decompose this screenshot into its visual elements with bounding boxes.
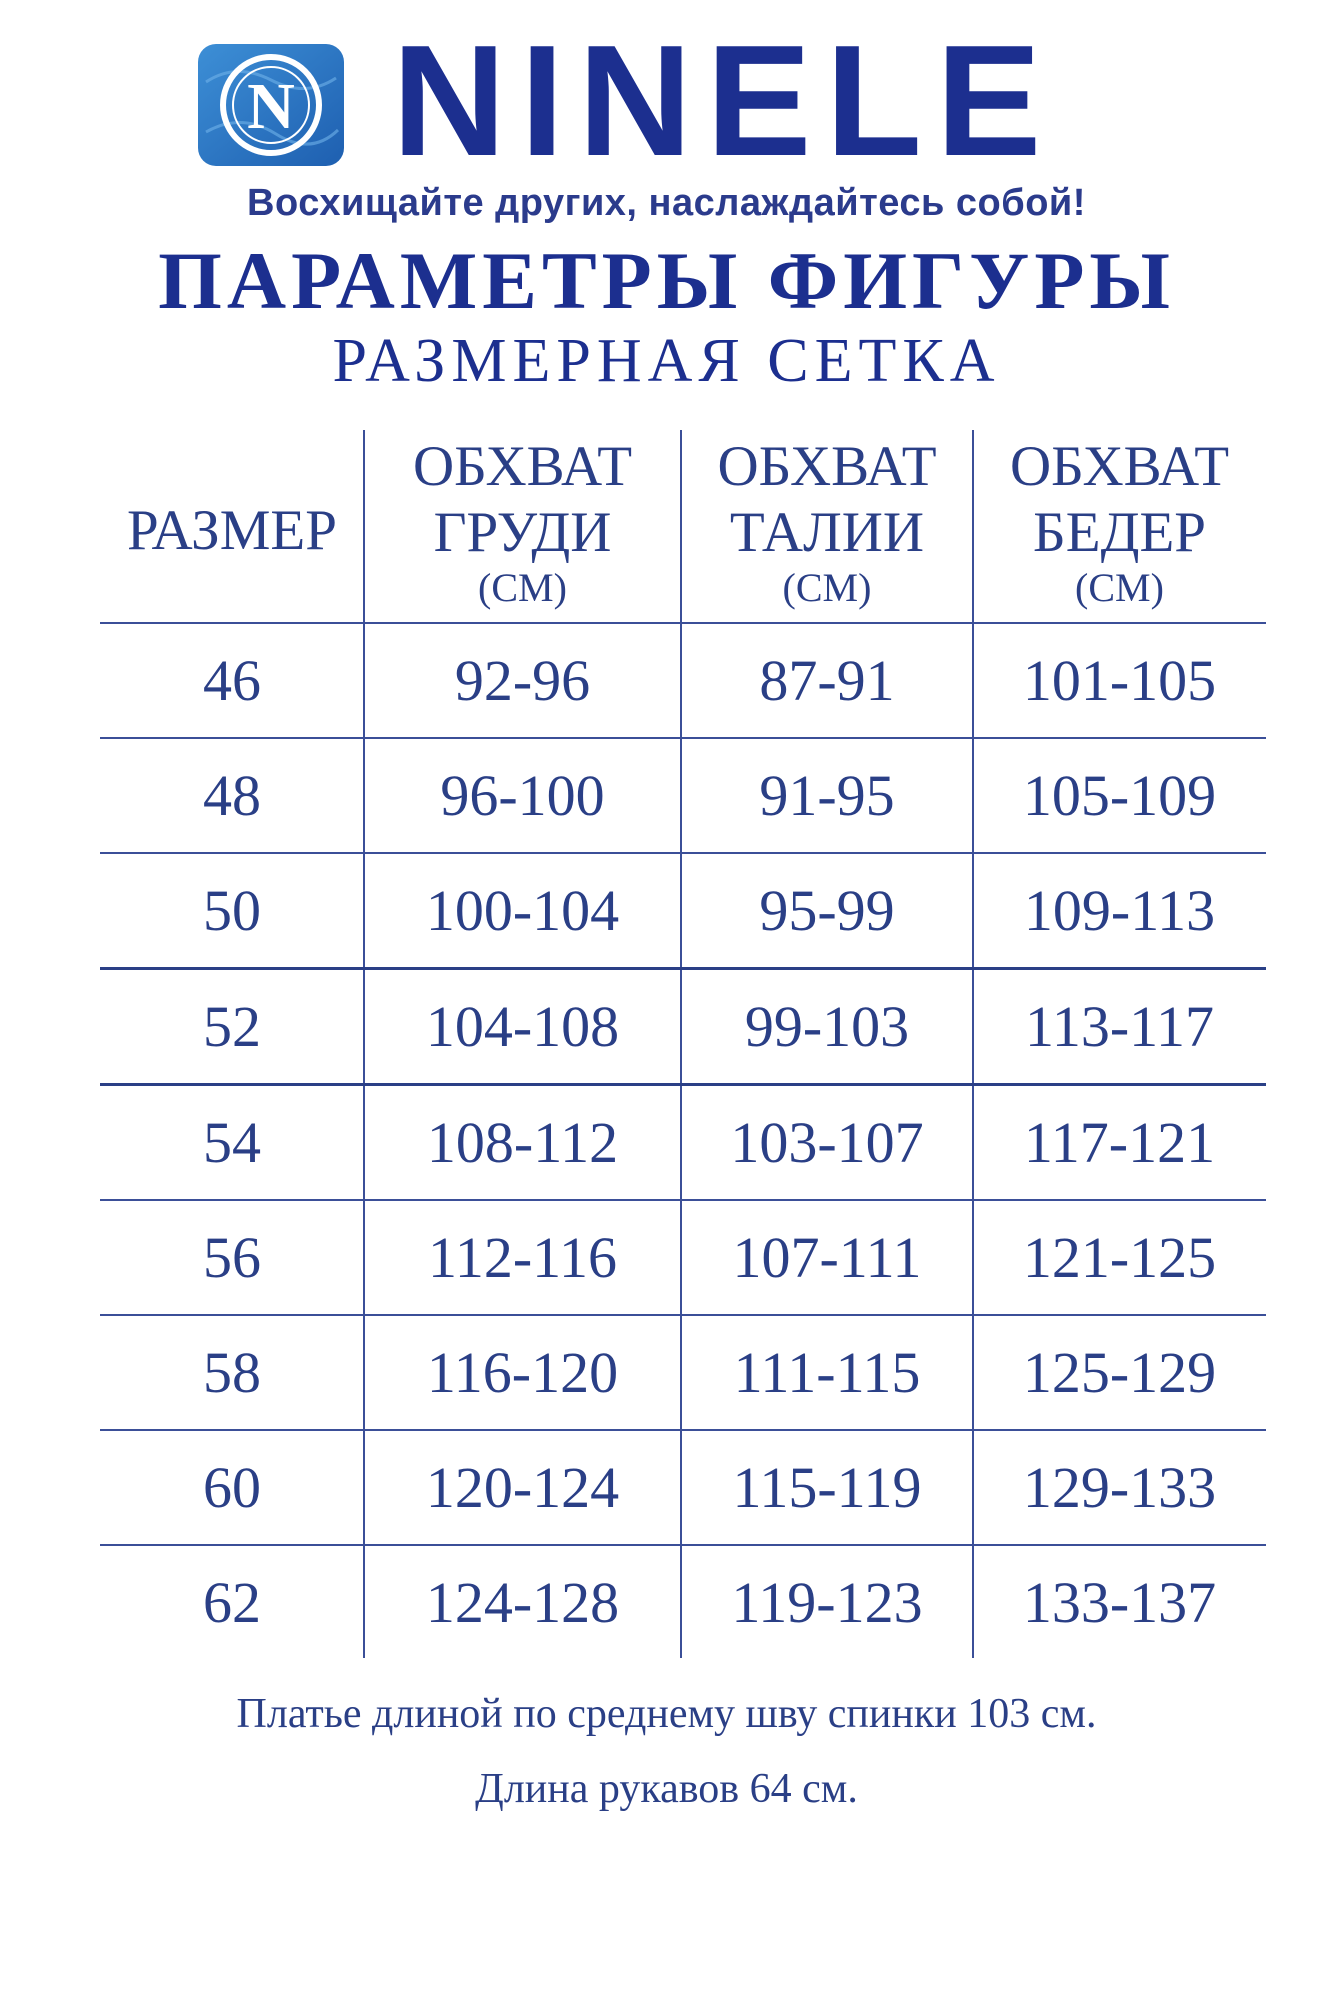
chest-cell: 92-96 [454, 648, 591, 713]
header-hips: ОБХВАТ БЕДЕР (СМ) [1009, 435, 1230, 610]
table-header-row [100, 430, 1266, 624]
svg-text:N: N [247, 70, 295, 143]
size-cell: 54 [203, 1110, 261, 1175]
table-row [100, 624, 1266, 739]
waist-cell: 119-123 [731, 1570, 923, 1635]
table-row [100, 1431, 1266, 1546]
header-chest: ОБХВАТ ГРУДИ (СМ) [412, 435, 633, 610]
dress-length-note: Платье длиной по среднему шву спинки 103 см. [236, 1691, 1097, 1737]
table-row [100, 1316, 1266, 1431]
hips-cell: 105-109 [1022, 763, 1217, 828]
size-cell: 50 [203, 878, 261, 943]
header-waist: ОБХВАТ ТАЛИИ (СМ) [717, 435, 937, 610]
size-cell: 58 [203, 1340, 261, 1405]
hips-cell: 125-129 [1022, 1340, 1217, 1405]
hips-cell: 109-113 [1023, 878, 1216, 943]
chest-cell: 96-100 [440, 763, 605, 828]
waist-cell: 111-115 [733, 1340, 921, 1405]
chest-cell: 100-104 [425, 878, 620, 943]
size-cell: 52 [203, 994, 261, 1059]
size-cell: 48 [203, 763, 261, 828]
table-row [100, 739, 1266, 854]
size-cell: 56 [203, 1225, 261, 1290]
chest-cell: 112-116 [427, 1225, 617, 1290]
hips-cell: 113-117 [1024, 994, 1214, 1059]
chest-cell: 108-112 [426, 1110, 619, 1175]
chest-cell: 124-128 [425, 1570, 620, 1635]
header-size: РАЗМЕР [127, 499, 337, 562]
hips-cell: 133-137 [1022, 1570, 1217, 1635]
waist-cell: 107-111 [732, 1225, 922, 1290]
page-title: ПАРАМЕТРЫ ФИГУРЫ [158, 235, 1175, 326]
waist-cell: 115-119 [732, 1455, 922, 1520]
sleeve-length-note: Длина рукавов 64 см. [475, 1766, 858, 1812]
waist-cell: 99-103 [744, 994, 910, 1059]
table-row [100, 1546, 1266, 1659]
chest-cell: 120-124 [425, 1455, 620, 1520]
hips-cell: 117-121 [1023, 1110, 1216, 1175]
table-row [100, 1201, 1266, 1316]
size-table [100, 430, 1266, 1659]
size-cell: 46 [203, 648, 261, 713]
table-row [100, 970, 1266, 1086]
size-cell: 62 [203, 1570, 261, 1635]
ninele-badge-icon [196, 42, 346, 168]
size-cell: 60 [203, 1455, 261, 1520]
waist-cell: 91-95 [759, 763, 895, 828]
waist-cell: 103-107 [730, 1110, 924, 1175]
table-row [100, 854, 1266, 970]
brand-logo [196, 13, 1156, 189]
hips-cell: 121-125 [1022, 1225, 1217, 1290]
table-row [100, 1086, 1266, 1201]
hips-cell: 129-133 [1022, 1455, 1217, 1520]
chest-cell: 104-108 [425, 994, 620, 1059]
hips-cell: 101-105 [1022, 648, 1217, 713]
chest-cell: 116-120 [426, 1340, 619, 1405]
brand-name: NINELE [392, 13, 1056, 189]
brand-slogan: Восхищайте других, наслаждайтесь собой! [247, 182, 1086, 224]
waist-cell: 87-91 [759, 648, 895, 713]
page-subtitle: РАЗМЕРНАЯ СЕТКА [332, 327, 1001, 395]
waist-cell: 95-99 [759, 878, 895, 943]
